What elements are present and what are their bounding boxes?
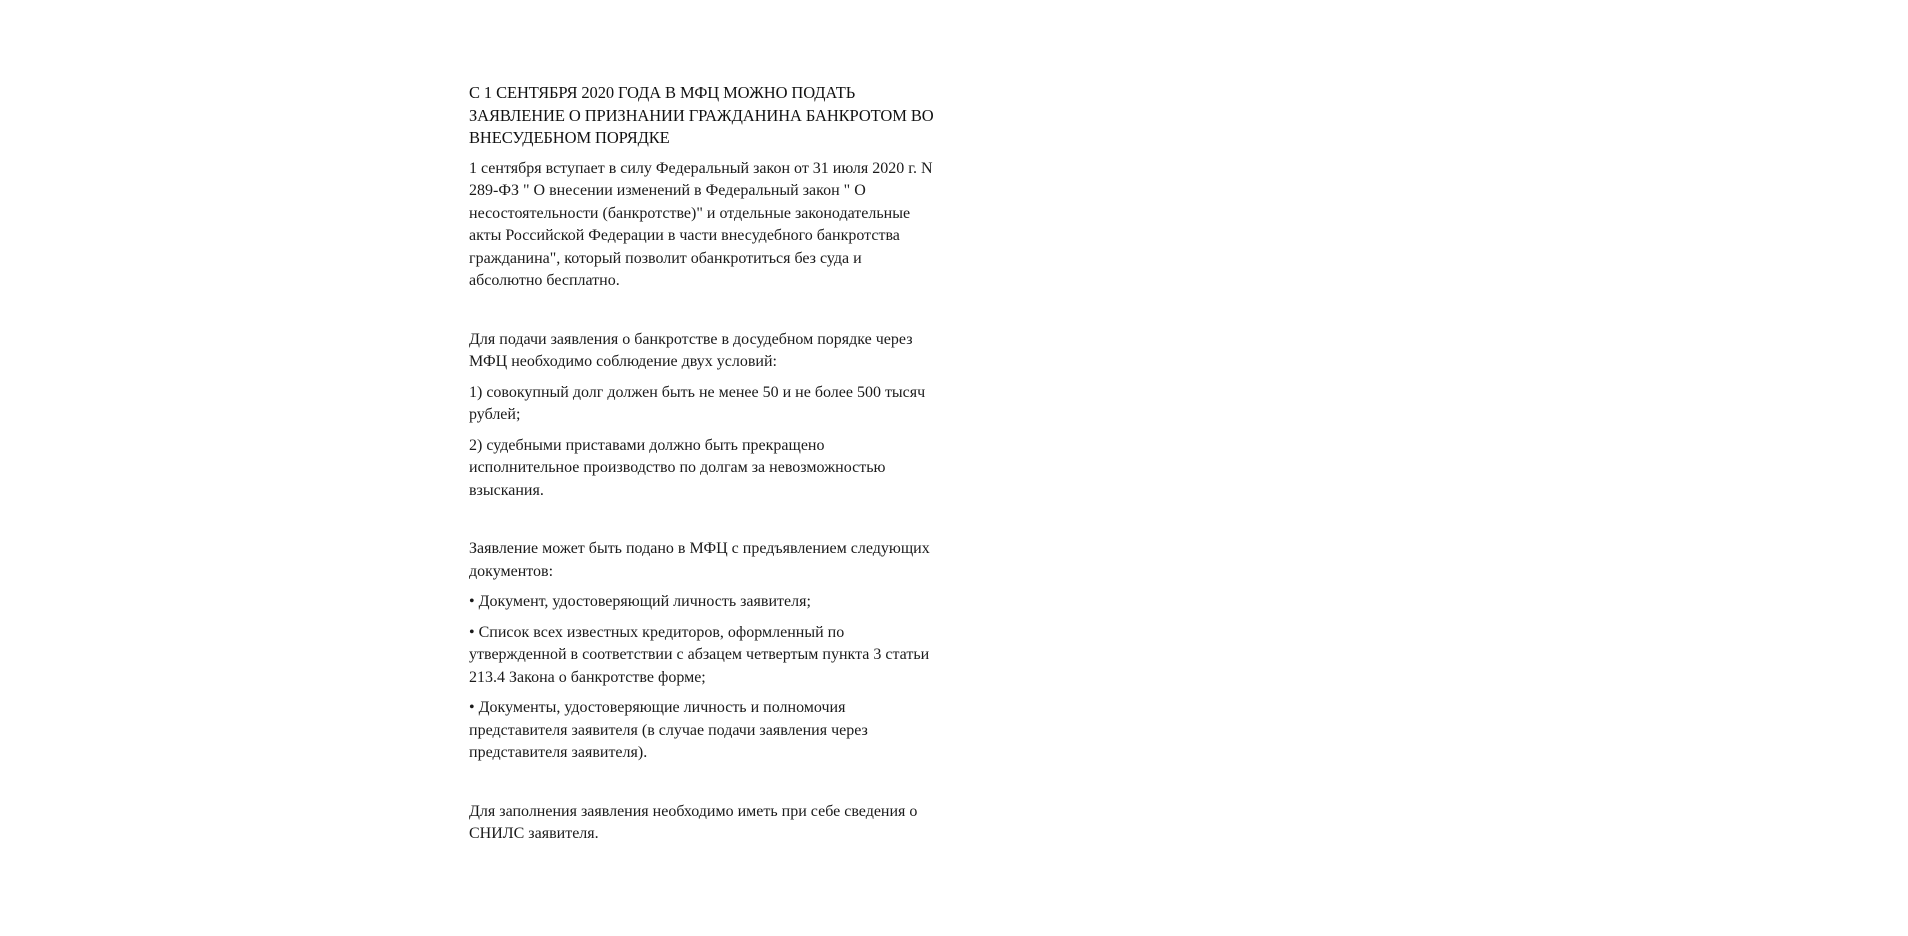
documents-intro-paragraph [469, 538, 949, 583]
text-line: МФЦ необходимо соблюдение двух условий: [469, 353, 777, 370]
text-line: Для заполнения заявления необходимо иметь при себе сведения о [469, 802, 918, 820]
condition-1-paragraph [469, 382, 949, 427]
document-body [469, 82, 949, 846]
text-line: 1) совокупный долг должен быть не менее 50 и не более 500 тысяч [469, 383, 926, 401]
text-line: 289-ФЗ " О внесении изменений в Федеральный закон " О [469, 182, 866, 199]
snils-note-paragraph [469, 801, 949, 846]
conditions-intro-paragraph [469, 329, 949, 374]
text-line: Для подачи заявления о банкротстве в досудебном порядке через [469, 330, 913, 348]
text-line: • Документ, удостоверяющий личность заявителя; [469, 593, 811, 610]
text-line: акты Российской Федерации в части внесудебного банкротства [469, 227, 900, 244]
title-line: ВНЕСУДЕБНОМ ПОРЯДКЕ [469, 128, 670, 147]
text-line: утвержденной в соответствии с абзацем четвертым пункта 3 статьи [469, 646, 930, 663]
text-line: 2) судебными приставами должно быть прекращено [469, 436, 825, 454]
document-2-list-item [469, 622, 949, 690]
text-line: представителя заявителя). [469, 744, 648, 761]
text-line: Заявление может быть подано в МФЦ с предъявлением следующих [469, 540, 930, 557]
title-line: ЗАЯВЛЕНИЕ О ПРИЗНАНИИ ГРАЖДАНИНА БАНКРОТОМ ВО [469, 105, 934, 125]
document-3-list-item [469, 697, 949, 765]
text-line: • Документы, удостоверяющие личность и полномочия [469, 699, 846, 716]
document-1-list-item [469, 591, 949, 614]
text-line: рублей; [469, 406, 521, 423]
text-line: абсолютно бесплатно. [469, 272, 620, 289]
condition-2-paragraph [469, 435, 949, 503]
text-line: документов: [469, 562, 554, 580]
text-line: гражданина", который позволит обанкротиться без суда и [469, 249, 862, 267]
text-line: 1 сентября вступает в силу Федеральный закон от 31 июля 2020 г. N [469, 159, 933, 177]
text-line: представителя заявителя (в случае подачи заявления через [469, 721, 868, 739]
text-line: СНИЛС заявителя. [469, 825, 599, 842]
title-line: С 1 СЕНТЯБРЯ 2020 ГОДА В МФЦ МОЖНО ПОДАТЬ [469, 83, 856, 102]
text-line: исполнительное производство по долгам за невозможностью [469, 459, 886, 476]
text-line: несостоятельности (банкротстве)" и отдельные законодательные [469, 204, 911, 222]
text-line: • Список всех известных кредиторов, оформленный по [469, 623, 845, 641]
intro-paragraph [469, 158, 949, 293]
text-line: взыскания. [469, 481, 544, 499]
article-title [469, 82, 949, 150]
text-line: 213.4 Закона о банкротстве форме; [469, 668, 706, 686]
